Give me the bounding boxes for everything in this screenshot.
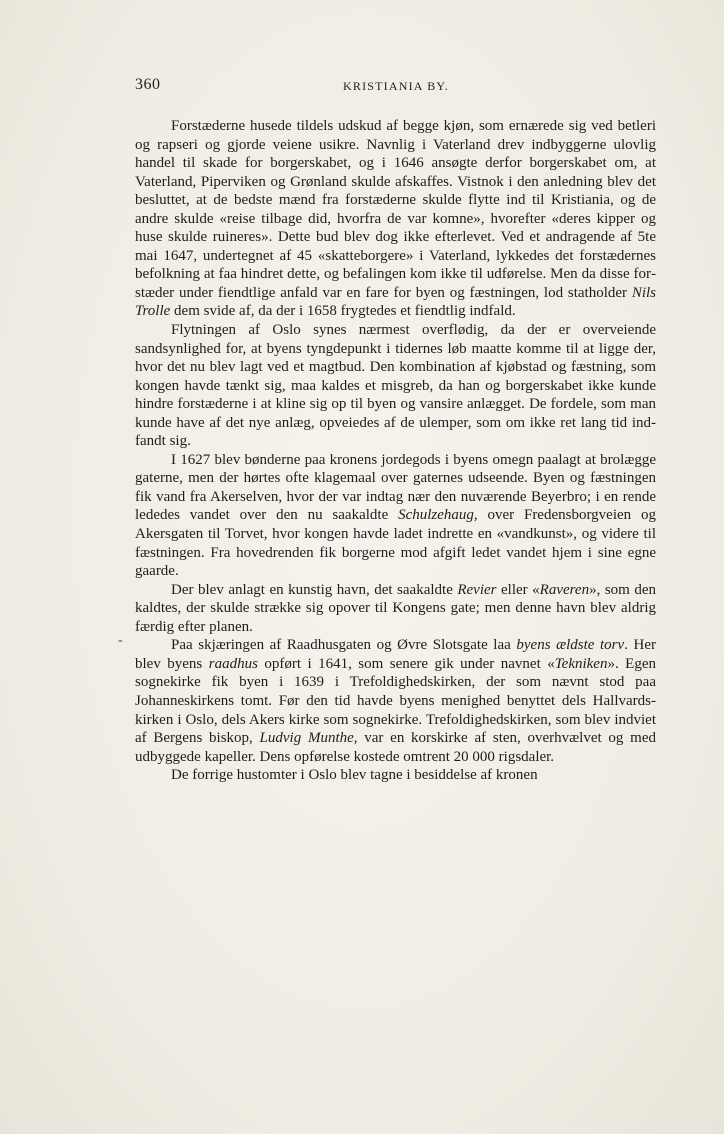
text-run: . Her blev byens (135, 637, 656, 672)
italic-text: Revier (457, 581, 497, 598)
paragraph (135, 117, 656, 321)
text-run: eller « (496, 581, 540, 598)
text-run: Flytningen af Oslo synes nærmest overflødig, da der er overveiende sandsynlighed for, at byens tyngdepunkt i tidernes løb maatte komme til at ligge der, hvor det nu blev lagt ved et magtbud. Den kombination af kjøbstad og fæstning, som kongen havde tænkt sig, maa kaldes et misgreb, da han og borgerskabet ikke kunde hindre forstæderne i at kline sig op til byen og vansire anlægget. De fordele, som man kunde have af det nye anlæg, opveiedes af de ulemper, som om ikke ret lang tid indfandt sig. (135, 322, 656, 450)
text-run: opført i 1641, som senere gik under navnet « (257, 655, 555, 672)
text-run: ». Egen sognekirke fik byen i 1639 i Trefoldighedskirken, der som nævnt stod paa Johanneskirkens tomt. Før den tid havde byens menighed benyttet dels Hallvardskirken i Oslo, dels Akers kirke som sognekirke. Trefoldighedskirken, som blev indviet af Bergens biskop, (135, 655, 656, 747)
text-run: , over Fredensborgveien og Akersgaten til Torvet, hvor kongen havde ladet indrette en «vandkunst», og videre til fæstningen. Fra hovedrenden fik borgerne mod afgift ledet vandet hjem i sine egne gaarde. (135, 507, 657, 580)
paragraph (135, 321, 656, 451)
page-header (135, 76, 656, 100)
text-run: Der blev anlagt en kunstig havn, det saakaldte (171, 581, 458, 598)
text-run: Paa skjæringen af Raadhusgaten og Øvre Slotsgate laa (171, 637, 517, 654)
italic-text: Nils Trolle (135, 284, 656, 320)
text-run: dem svide af, da der i 1658 frygtedes et fiendtlig indfald. (170, 303, 516, 320)
paragraph (135, 636, 656, 766)
italic-text: Schulzehaug (398, 507, 474, 524)
running-head: KRISTIANIA BY. (343, 79, 449, 93)
text-run: I 1627 blev bønderne paa kronens jordegods i byens omegn paalagt at brolægge gaterne, men der hørtes ofte klagemaal over gaternes udseende. Byen og fæstningen fik vand fra Akerselven, hvor der var indtag nær den nuværende Beyerbro; i en rende lededes vandet over den nu saakaldte (135, 451, 656, 524)
italic-text: raadhus (208, 655, 258, 672)
paragraph (135, 766, 656, 785)
text-run: », som den kaldtes, der skulde strække sig opover til Kongens gate; men denne havn blev aldrig færdig efter planen. (135, 581, 656, 635)
paragraph (135, 451, 656, 581)
margin-mark: - (118, 633, 123, 648)
paragraph (135, 581, 656, 637)
italic-text: byens ældste torv (516, 637, 625, 654)
text-run: Forstæderne husede tildels udskud af begge kjøn, som ernærede sig ved betleri og rapseri og gjorde veiene usikre. Navnlig i Vaterland drev indbyggerne ulovlig handel til skade for borgerskabet, og i 1646 ansøgte derfor borgerskabet om, at Vaterland, Piperviken og Grønland skulde afskaffes. Vistnok i den anledning blev det besluttet, at de bedste mænd fra forstæderne skulde flytte ind til Kristiania, og de andre skulde «reise tilbage did, hvorfra de var komne», hvorefter «deres kipper og huse skulde ruineres». Dette bud blev dog ikke efterlevet. Ved et andragende af 5te mai 1647, undertegnet af 45 «skatteborgere» i Vaterland, lykkedes det forstædernes befolkning at faa hindret dette, og befalingen kom ikke til udførelse. Men da disse forstæder under fiendtlige anfald var en fare for byen og fæstningen, lod statholder (135, 118, 656, 301)
text-run: , var en korskirke af sten, overhvælvet og med udbyggede kapeller. Dens opførelse kostede omtrent 20 000 rigsdaler. (135, 730, 656, 765)
text-run: De forrige hustomter i Oslo blev tagne i besiddelse af kronen (171, 767, 538, 784)
italic-text: Raveren (539, 581, 590, 598)
italic-text: Tekniken (554, 655, 608, 672)
page-number: 360 (135, 76, 161, 93)
body-text (135, 117, 656, 785)
italic-text: Ludvig Munthe (259, 730, 354, 747)
